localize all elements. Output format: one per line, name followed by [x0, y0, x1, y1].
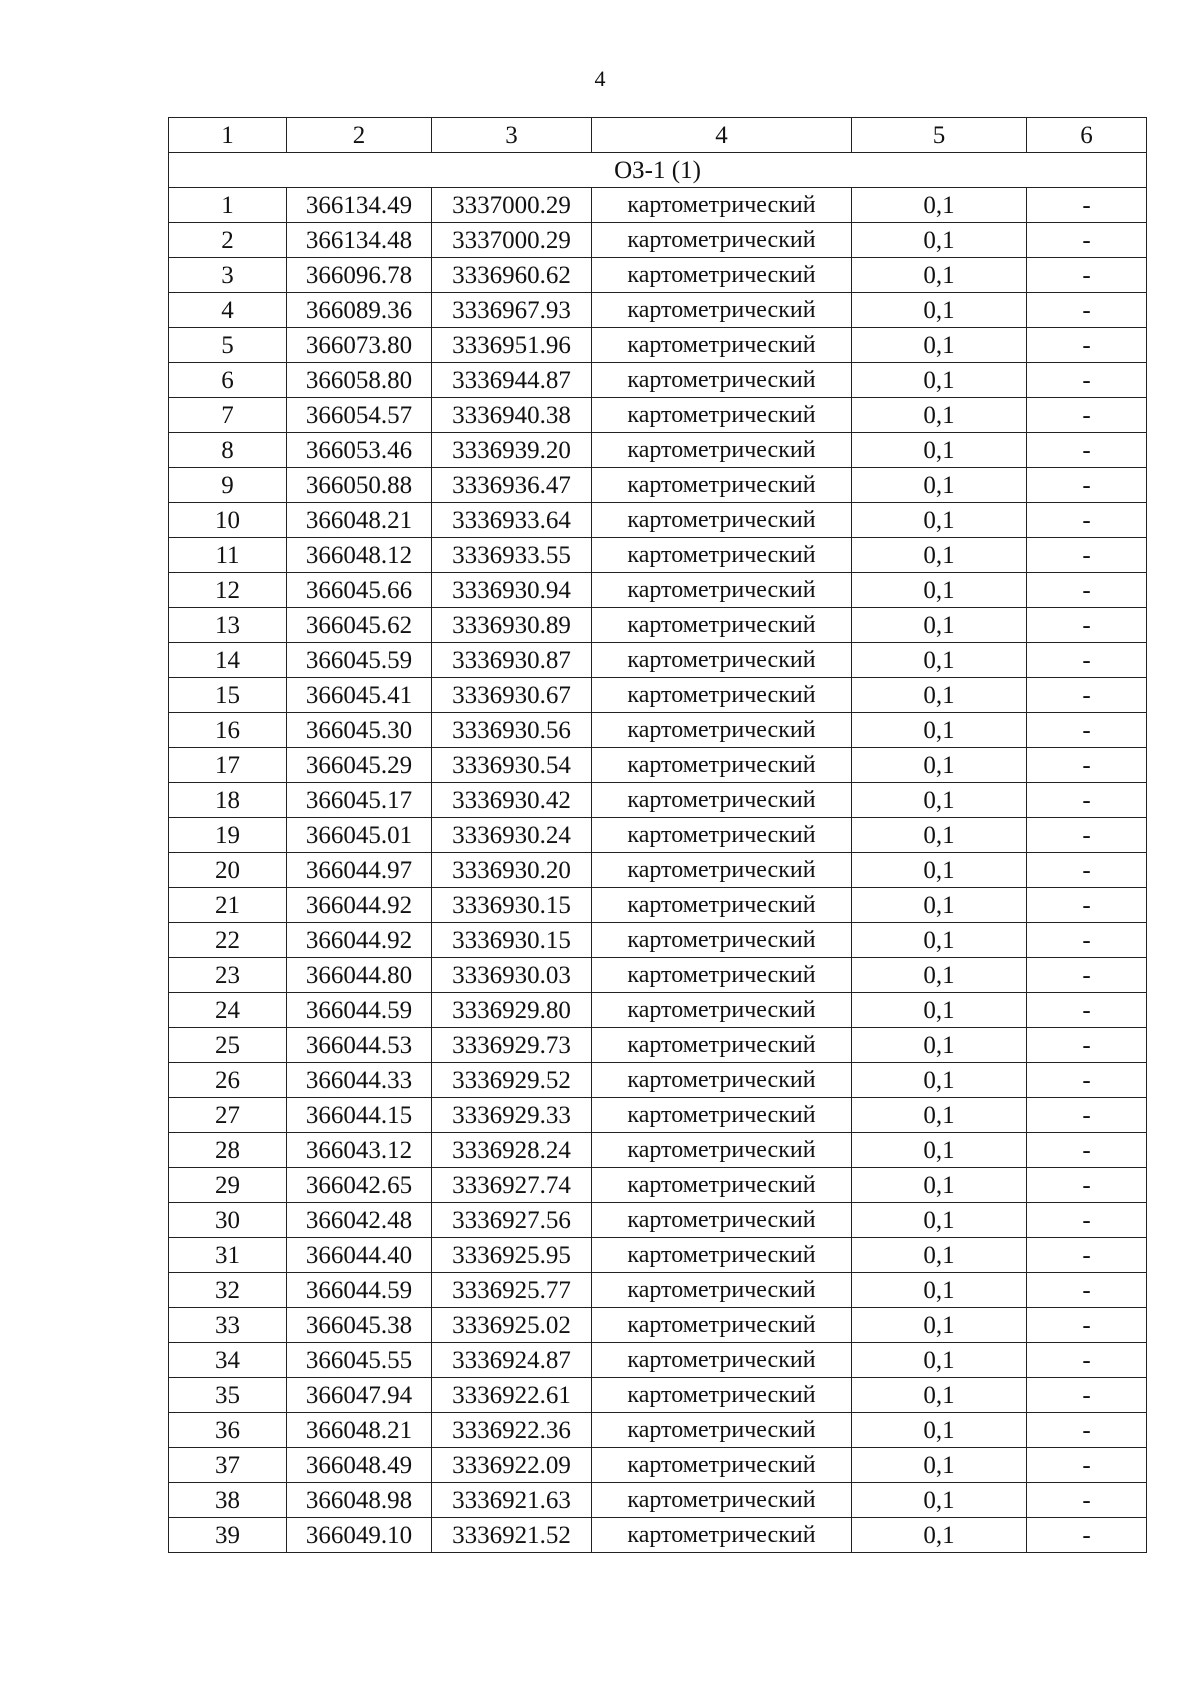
- table-cell: 366045.30: [287, 713, 432, 748]
- table-cell: 12: [169, 573, 287, 608]
- table-row: [169, 1028, 1147, 1063]
- table-cell: картометрический: [592, 1203, 852, 1238]
- table-cell: картометрический: [592, 958, 852, 993]
- table-cell: 3336925.77: [432, 1273, 592, 1308]
- table-cell: картометрический: [592, 608, 852, 643]
- header-cell: 6: [1027, 118, 1147, 153]
- table-cell: 3336928.24: [432, 1133, 592, 1168]
- table-cell: картометрический: [592, 923, 852, 958]
- table-cell: картометрический: [592, 1308, 852, 1343]
- table-cell: 3336930.15: [432, 923, 592, 958]
- table-cell: 366050.88: [287, 468, 432, 503]
- table-cell: -: [1027, 1063, 1147, 1098]
- table-cell: 20: [169, 853, 287, 888]
- table-row: [169, 503, 1147, 538]
- table-cell: 3: [169, 258, 287, 293]
- table-cell: 0,1: [852, 573, 1027, 608]
- table-cell: 19: [169, 818, 287, 853]
- table-cell: 3336929.73: [432, 1028, 592, 1063]
- table-cell: 3336930.94: [432, 573, 592, 608]
- table-cell: картометрический: [592, 1028, 852, 1063]
- table-cell: 366045.29: [287, 748, 432, 783]
- table-cell: 0,1: [852, 433, 1027, 468]
- table-row: [169, 1168, 1147, 1203]
- table-cell: 3336922.09: [432, 1448, 592, 1483]
- table-row: [169, 783, 1147, 818]
- table-cell: 366045.55: [287, 1343, 432, 1378]
- table-cell: -: [1027, 433, 1147, 468]
- table-cell: 366054.57: [287, 398, 432, 433]
- table-cell: 0,1: [852, 258, 1027, 293]
- table-cell: 16: [169, 713, 287, 748]
- table-cell: -: [1027, 1168, 1147, 1203]
- table-cell: 3336960.62: [432, 258, 592, 293]
- table-row: [169, 1518, 1147, 1553]
- table-cell: картометрический: [592, 1063, 852, 1098]
- table-cell: 366044.80: [287, 958, 432, 993]
- table-cell: 2: [169, 223, 287, 258]
- table-row: [169, 853, 1147, 888]
- table-cell: -: [1027, 643, 1147, 678]
- table-cell: картометрический: [592, 1343, 852, 1378]
- table-cell: 366043.12: [287, 1133, 432, 1168]
- table-cell: 0,1: [852, 503, 1027, 538]
- table-cell: картометрический: [592, 468, 852, 503]
- table-cell: 366053.46: [287, 433, 432, 468]
- table-cell: 366044.33: [287, 1063, 432, 1098]
- table-cell: 29: [169, 1168, 287, 1203]
- table-cell: 3336930.56: [432, 713, 592, 748]
- table-row: [169, 1448, 1147, 1483]
- table-cell: -: [1027, 853, 1147, 888]
- table-cell: 366044.40: [287, 1238, 432, 1273]
- table-cell: -: [1027, 1343, 1147, 1378]
- table-cell: 3336922.36: [432, 1413, 592, 1448]
- table-cell: -: [1027, 363, 1147, 398]
- table-cell: картометрический: [592, 1448, 852, 1483]
- table-body: [169, 118, 1147, 1553]
- table-cell: 3336927.56: [432, 1203, 592, 1238]
- table-cell: 366045.41: [287, 678, 432, 713]
- table-cell: 24: [169, 993, 287, 1028]
- table-row: [169, 748, 1147, 783]
- table-cell: картометрический: [592, 538, 852, 573]
- table-cell: 0,1: [852, 713, 1027, 748]
- table-cell: 0,1: [852, 223, 1027, 258]
- table-cell: картометрический: [592, 783, 852, 818]
- table-cell: 366044.97: [287, 853, 432, 888]
- table-cell: 366047.94: [287, 1378, 432, 1413]
- table-cell: -: [1027, 328, 1147, 363]
- table-cell: 15: [169, 678, 287, 713]
- table-cell: 36: [169, 1413, 287, 1448]
- table-row: [169, 1483, 1147, 1518]
- table-row: [169, 818, 1147, 853]
- table-cell: 8: [169, 433, 287, 468]
- table-cell: -: [1027, 1238, 1147, 1273]
- table-cell: 366048.21: [287, 503, 432, 538]
- table-row: [169, 1378, 1147, 1413]
- table-row: [169, 293, 1147, 328]
- table-cell: 0,1: [852, 188, 1027, 223]
- table-cell: -: [1027, 783, 1147, 818]
- table-cell: -: [1027, 1098, 1147, 1133]
- header-cell: 4: [592, 118, 852, 153]
- table-cell: 366045.01: [287, 818, 432, 853]
- table-cell: 0,1: [852, 958, 1027, 993]
- table-cell: 3337000.29: [432, 223, 592, 258]
- table-row: [169, 328, 1147, 363]
- table-cell: -: [1027, 888, 1147, 923]
- table-cell: картометрический: [592, 643, 852, 678]
- table-cell: картометрический: [592, 1168, 852, 1203]
- table-cell: 366045.62: [287, 608, 432, 643]
- table-row: [169, 258, 1147, 293]
- table-cell: 366048.21: [287, 1413, 432, 1448]
- table-cell: 26: [169, 1063, 287, 1098]
- table-cell: 3336921.63: [432, 1483, 592, 1518]
- table-cell: 37: [169, 1448, 287, 1483]
- table-cell: 3336940.38: [432, 398, 592, 433]
- table-cell: 3336929.80: [432, 993, 592, 1028]
- table-cell: 0,1: [852, 853, 1027, 888]
- table-row: [169, 1203, 1147, 1238]
- table-cell: 0,1: [852, 993, 1027, 1028]
- table-row: [169, 958, 1147, 993]
- table-cell: -: [1027, 538, 1147, 573]
- table-cell: -: [1027, 678, 1147, 713]
- table-cell: картометрический: [592, 748, 852, 783]
- table-cell: 3336925.02: [432, 1308, 592, 1343]
- table-cell: картометрический: [592, 993, 852, 1028]
- table-cell: 0,1: [852, 1378, 1027, 1413]
- table-cell: -: [1027, 1518, 1147, 1553]
- table-cell: 0,1: [852, 1028, 1027, 1063]
- table-cell: 3336930.20: [432, 853, 592, 888]
- table-cell: картометрический: [592, 293, 852, 328]
- table-cell: картометрический: [592, 258, 852, 293]
- table-cell: 3336933.55: [432, 538, 592, 573]
- header-cell: 2: [287, 118, 432, 153]
- table-cell: 0,1: [852, 1413, 1027, 1448]
- table-cell: -: [1027, 1413, 1147, 1448]
- table-row: [169, 923, 1147, 958]
- table-cell: 366048.49: [287, 1448, 432, 1483]
- table-cell: картометрический: [592, 188, 852, 223]
- table-cell: 366089.36: [287, 293, 432, 328]
- table-cell: 366096.78: [287, 258, 432, 293]
- table-row: [169, 678, 1147, 713]
- table-cell: -: [1027, 188, 1147, 223]
- table-cell: 6: [169, 363, 287, 398]
- table-cell: -: [1027, 1133, 1147, 1168]
- table-cell: 3336924.87: [432, 1343, 592, 1378]
- table-cell: картометрический: [592, 818, 852, 853]
- table-row: [169, 1238, 1147, 1273]
- table-cell: 14: [169, 643, 287, 678]
- header-row: [169, 118, 1147, 153]
- table-cell: -: [1027, 1203, 1147, 1238]
- table-row: [169, 713, 1147, 748]
- table-cell: картометрический: [592, 1098, 852, 1133]
- table-row: [169, 223, 1147, 258]
- table-cell: картометрический: [592, 433, 852, 468]
- table-cell: 366049.10: [287, 1518, 432, 1553]
- table-cell: 31: [169, 1238, 287, 1273]
- table-cell: 3336921.52: [432, 1518, 592, 1553]
- table-cell: 0,1: [852, 678, 1027, 713]
- table-row: [169, 888, 1147, 923]
- table-cell: 3336927.74: [432, 1168, 592, 1203]
- table-cell: 0,1: [852, 1203, 1027, 1238]
- table-cell: картометрический: [592, 363, 852, 398]
- table-cell: 366045.17: [287, 783, 432, 818]
- table-cell: картометрический: [592, 1483, 852, 1518]
- page-number: 4: [594, 66, 606, 91]
- table-cell: -: [1027, 608, 1147, 643]
- table-cell: картометрический: [592, 503, 852, 538]
- table-cell: 0,1: [852, 1098, 1027, 1133]
- table-cell: 366045.66: [287, 573, 432, 608]
- table-cell: 3336929.52: [432, 1063, 592, 1098]
- table-cell: 3336930.87: [432, 643, 592, 678]
- table-cell: 33: [169, 1308, 287, 1343]
- table-cell: -: [1027, 923, 1147, 958]
- table-cell: -: [1027, 468, 1147, 503]
- table-cell: картометрический: [592, 398, 852, 433]
- table-cell: 3336951.96: [432, 328, 592, 363]
- header-cell: 5: [852, 118, 1027, 153]
- table-cell: 22: [169, 923, 287, 958]
- table-row: [169, 1343, 1147, 1378]
- table-cell: 0,1: [852, 363, 1027, 398]
- table-cell: 0,1: [852, 643, 1027, 678]
- table-cell: 25: [169, 1028, 287, 1063]
- table-row: [169, 1308, 1147, 1343]
- table-cell: 0,1: [852, 608, 1027, 643]
- table-cell: 34: [169, 1343, 287, 1378]
- table-cell: 366044.92: [287, 888, 432, 923]
- table-cell: картометрический: [592, 1273, 852, 1308]
- table-cell: картометрический: [592, 713, 852, 748]
- header-cell: 3: [432, 118, 592, 153]
- table-cell: картометрический: [592, 223, 852, 258]
- table-cell: 13: [169, 608, 287, 643]
- table-cell: картометрический: [592, 853, 852, 888]
- table-cell: -: [1027, 1273, 1147, 1308]
- table-row: [169, 188, 1147, 223]
- table-cell: 0,1: [852, 1063, 1027, 1098]
- table-cell: 0,1: [852, 1518, 1027, 1553]
- table-cell: -: [1027, 1483, 1147, 1518]
- table-row: [169, 1413, 1147, 1448]
- table-cell: -: [1027, 1378, 1147, 1413]
- table-cell: 0,1: [852, 783, 1027, 818]
- table-cell: -: [1027, 223, 1147, 258]
- table-cell: 366058.80: [287, 363, 432, 398]
- table-cell: 3336936.47: [432, 468, 592, 503]
- table-cell: 366042.65: [287, 1168, 432, 1203]
- table-cell: 27: [169, 1098, 287, 1133]
- table-cell: картометрический: [592, 328, 852, 363]
- table-cell: картометрический: [592, 888, 852, 923]
- table-cell: картометрический: [592, 1518, 852, 1553]
- table-cell: -: [1027, 748, 1147, 783]
- table-cell: -: [1027, 1448, 1147, 1483]
- table-cell: 0,1: [852, 1273, 1027, 1308]
- table-cell: 3336939.20: [432, 433, 592, 468]
- table-row: [169, 643, 1147, 678]
- table-cell: 3336930.42: [432, 783, 592, 818]
- table-cell: 3337000.29: [432, 188, 592, 223]
- table-cell: 1: [169, 188, 287, 223]
- table-cell: 366044.53: [287, 1028, 432, 1063]
- table-cell: 3336930.15: [432, 888, 592, 923]
- table-cell: 0,1: [852, 293, 1027, 328]
- table-cell: 7: [169, 398, 287, 433]
- table-cell: 366048.12: [287, 538, 432, 573]
- table-cell: 3336930.89: [432, 608, 592, 643]
- table-cell: 28: [169, 1133, 287, 1168]
- table-cell: 366134.48: [287, 223, 432, 258]
- table-cell: -: [1027, 293, 1147, 328]
- table-cell: -: [1027, 818, 1147, 853]
- table-cell: 0,1: [852, 1483, 1027, 1518]
- table-cell: -: [1027, 958, 1147, 993]
- table-cell: 9: [169, 468, 287, 503]
- table-cell: 0,1: [852, 748, 1027, 783]
- table-cell: картометрический: [592, 1133, 852, 1168]
- table-cell: 3336930.67: [432, 678, 592, 713]
- coordinates-table: [168, 117, 1147, 1553]
- section-row: [169, 153, 1147, 188]
- table-row: [169, 1273, 1147, 1308]
- table-cell: 0,1: [852, 888, 1027, 923]
- table-row: [169, 573, 1147, 608]
- table-cell: картометрический: [592, 1413, 852, 1448]
- table-cell: 3336930.24: [432, 818, 592, 853]
- table-cell: 38: [169, 1483, 287, 1518]
- table-cell: 0,1: [852, 923, 1027, 958]
- table-cell: 0,1: [852, 468, 1027, 503]
- table-cell: 0,1: [852, 1448, 1027, 1483]
- table-cell: 0,1: [852, 1168, 1027, 1203]
- table-row: [169, 468, 1147, 503]
- table-cell: 39: [169, 1518, 287, 1553]
- table-cell: 3336925.95: [432, 1238, 592, 1273]
- table-cell: картометрический: [592, 1238, 852, 1273]
- table-cell: -: [1027, 1308, 1147, 1343]
- table-cell: 366073.80: [287, 328, 432, 363]
- table-cell: 366044.15: [287, 1098, 432, 1133]
- table-cell: 4: [169, 293, 287, 328]
- table-row: [169, 433, 1147, 468]
- table-cell: картометрический: [592, 573, 852, 608]
- table-row: [169, 1063, 1147, 1098]
- table-cell: 3336944.87: [432, 363, 592, 398]
- table-cell: 0,1: [852, 538, 1027, 573]
- table-row: [169, 1133, 1147, 1168]
- table-cell: 366134.49: [287, 188, 432, 223]
- table-cell: -: [1027, 503, 1147, 538]
- table-cell: 35: [169, 1378, 287, 1413]
- table-cell: 11: [169, 538, 287, 573]
- table-row: [169, 538, 1147, 573]
- table-row: [169, 993, 1147, 1028]
- table-cell: 3336930.03: [432, 958, 592, 993]
- table-cell: 0,1: [852, 1343, 1027, 1378]
- table-cell: 3336967.93: [432, 293, 592, 328]
- table-cell: 366044.59: [287, 1273, 432, 1308]
- table-row: [169, 608, 1147, 643]
- table-cell: 0,1: [852, 818, 1027, 853]
- table-cell: 0,1: [852, 1308, 1027, 1343]
- table-row: [169, 398, 1147, 433]
- table-cell: 0,1: [852, 1238, 1027, 1273]
- table-cell: -: [1027, 573, 1147, 608]
- table-cell: 32: [169, 1273, 287, 1308]
- table-cell: -: [1027, 398, 1147, 433]
- table-cell: 3336933.64: [432, 503, 592, 538]
- table-cell: 18: [169, 783, 287, 818]
- table-cell: 3336929.33: [432, 1098, 592, 1133]
- table-cell: 366044.92: [287, 923, 432, 958]
- table-cell: 366045.38: [287, 1308, 432, 1343]
- table-cell: картометрический: [592, 678, 852, 713]
- table-cell: 0,1: [852, 398, 1027, 433]
- table-cell: -: [1027, 713, 1147, 748]
- table-row: [169, 1098, 1147, 1133]
- table-cell: 5: [169, 328, 287, 363]
- table-cell: 0,1: [852, 328, 1027, 363]
- table-row: [169, 363, 1147, 398]
- table-cell: 21: [169, 888, 287, 923]
- table-cell: 23: [169, 958, 287, 993]
- table-cell: картометрический: [592, 1378, 852, 1413]
- section-title: ОЗ-1 (1): [169, 153, 1147, 188]
- table-cell: -: [1027, 993, 1147, 1028]
- table-cell: 366048.98: [287, 1483, 432, 1518]
- table-cell: 3336930.54: [432, 748, 592, 783]
- table-cell: 17: [169, 748, 287, 783]
- table-cell: -: [1027, 258, 1147, 293]
- table-cell: 30: [169, 1203, 287, 1238]
- table-cell: -: [1027, 1028, 1147, 1063]
- table-cell: 10: [169, 503, 287, 538]
- table-cell: 366042.48: [287, 1203, 432, 1238]
- table-cell: 366045.59: [287, 643, 432, 678]
- table-cell: 366044.59: [287, 993, 432, 1028]
- table-cell: 0,1: [852, 1133, 1027, 1168]
- header-cell: 1: [169, 118, 287, 153]
- table-cell: 3336922.61: [432, 1378, 592, 1413]
